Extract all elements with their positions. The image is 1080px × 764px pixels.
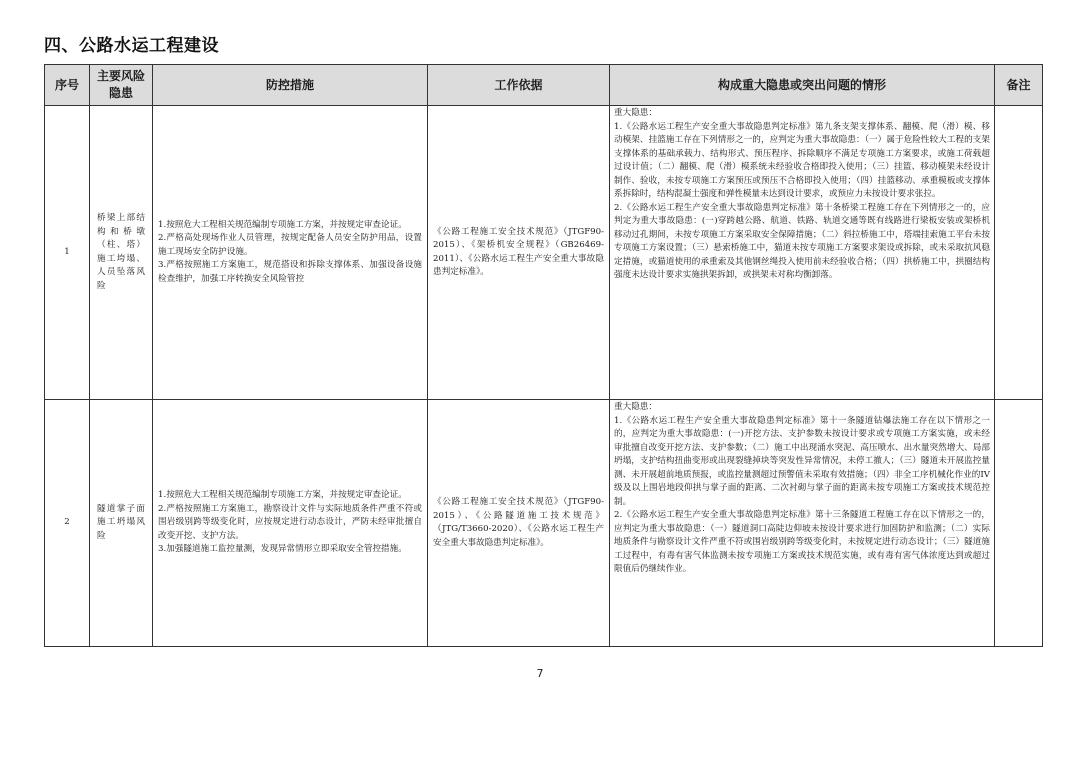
- row-remarks: [995, 106, 1043, 400]
- row-seq: 2: [45, 400, 90, 647]
- table-row: [45, 400, 1043, 647]
- case-item: 1.《公路水运工程生产安全重大事故隐患判定标准》第十一条隧道钻爆法施工存在以下情形之一的，应判定为重大事故隐患：(一)开挖方法、支护参数未按设计要求或专项施工方案实施，或未经审批擅自改变开挖方法、支护参数；（二）施工中出现涌水突泥、高压喷水、出水量突然增大、局部坍塌，支护结构扭曲变形或出现裂缝掉块等突发性异常情况，未停工撤人；（三）隧道未开展监控量测、未开展超前地质预报，或监控量测超过预警值未采取有效措施；（四）非全工序机械化作业的IV级及以上围岩地段仰拱与掌子面的距离、二次衬砌与掌子面的距离未按专项施工方案或技术规范控制。: [614, 415, 990, 507]
- row-risk: 桥梁上部结构和桥墩（柱、塔）施工垮塌、人员坠落风险: [90, 106, 153, 400]
- row-basis: 《公路工程施工安全技术规范》（JTGF90-2015）、《公路隧道施工技术规范》（JTG/T3660-2020）、《公路水运工程生产安全重大事故隐患判定标准》。: [428, 400, 610, 647]
- header-remarks: 备注: [995, 65, 1043, 106]
- case-item: 1.《公路水运工程生产安全重大事故隐患判定标准》第九条支架支撑体系、翻模、爬（滑）模、移动模架、挂篮施工存在下列情形之一的，应判定为重大事故隐患：（一）属于危险性较大工程的支架支撑体系的基础承载力、结构形式、预压程序、拆除顺序不满足专项施工方案要求，或施工荷载超过设计值；（二）翻模、爬（滑）模系统未经验收合格即投入使用；（三）挂篮、移动模架未经设计制作、验收，未按专项施工方案预压或预压不合格即投入使用；（四）挂篮移动、承重模板或支撑体系拆除时，结构混凝土强度和弹性模量未达到设计要求，或预应力未按设计要求张拉。: [614, 121, 990, 199]
- table-header-row: [45, 65, 1043, 106]
- row-risk: 隧道掌子面施工坍塌风险: [90, 400, 153, 647]
- row-cases: [610, 106, 995, 400]
- row-cases: [610, 400, 995, 647]
- section-title: 四、公路水运工程建设: [44, 36, 219, 56]
- row-measures: 1.按照危大工程相关规范编制专项施工方案，并按规定审查论证。 2.严格按照施工方案施工，勘察设计文件与实际地质条件严重不符或围岩级别跨等级变化时，应按规定进行动态设计，严防未经审批擅自改变开挖、支护方法。 3.加强隧道施工监控量测，发现异常情形立即采取安全管控措施。: [153, 400, 428, 647]
- row-seq: 1: [45, 106, 90, 400]
- case-item: 2.《公路水运工程生产安全重大事故隐患判定标准》第十条桥梁工程施工存在下列情形之一的，应判定为重大事故隐患：(一)穿跨越公路、航道、铁路、轨道交通等既有线路进行梁板安装或架桥机移动过孔期间，未按专项施工方案采取安全保障措施；（二）斜拉桥施工中，塔端挂索施工平台未按专项施工方案设置；（三）悬索桥施工中，猫道未按专项施工方案要求架设或拆除，或未采取抗风稳定措施，或猫道使用的承重索及其他钢丝绳投入使用前未经验收合格；（四）拱桥施工中，拱圈结构强度未达设计要求实施拱架拆卸，或拱架未对称均衡卸落。: [614, 202, 990, 280]
- header-risk: 主要风险隐患: [90, 65, 153, 106]
- row-measures: 1.按照危大工程相关规范编制专项施工方案，并按规定审查论证。 2.严格高处现场作业人员管理，按规定配备人员安全防护用品，设置施工现场安全防护设施。 3.严格按照施工方案施工，规范搭设和拆除支撑体系、加强设备设施检查维护，加强工序转换安全风险管控: [153, 106, 428, 400]
- cases-heading: 重大隐患：: [614, 402, 657, 412]
- header-measures: 防控措施: [153, 65, 428, 106]
- header-cases: 构成重大隐患或突出问题的情形: [610, 65, 995, 106]
- row-remarks: [995, 400, 1043, 647]
- risk-control-table: [44, 64, 1043, 647]
- cases-heading: 重大隐患：: [614, 108, 657, 118]
- header-seq: 序号: [45, 65, 90, 106]
- header-basis: 工作依据: [428, 65, 610, 106]
- table-row: [45, 106, 1043, 400]
- case-item: 2.《公路水运工程生产安全重大事故隐患判定标准》第十三条隧道工程施工存在以下情形之一的，应判定为重大事故隐患：（一）隧道洞口高陡边仰坡未按设计要求进行加固防护和监测；（二）实际地质条件与勘察设计文件严重不符或围岩级别跨等级变化时，未按规定进行动态设计；（三）隧道施工过程中，有毒有害气体监测未按专项施工方案或技术规范实施，或有毒有害气体浓度达到或超过限值后仍继续作业。: [614, 510, 990, 574]
- row-basis: 《公路工程施工安全技术规范》（JTGF90-2015）、《架桥机安全规程》（GB26469-2011）、《公路水运工程生产安全重大事故隐患判定标准》。: [428, 106, 610, 400]
- page-number: 7: [536, 667, 544, 680]
